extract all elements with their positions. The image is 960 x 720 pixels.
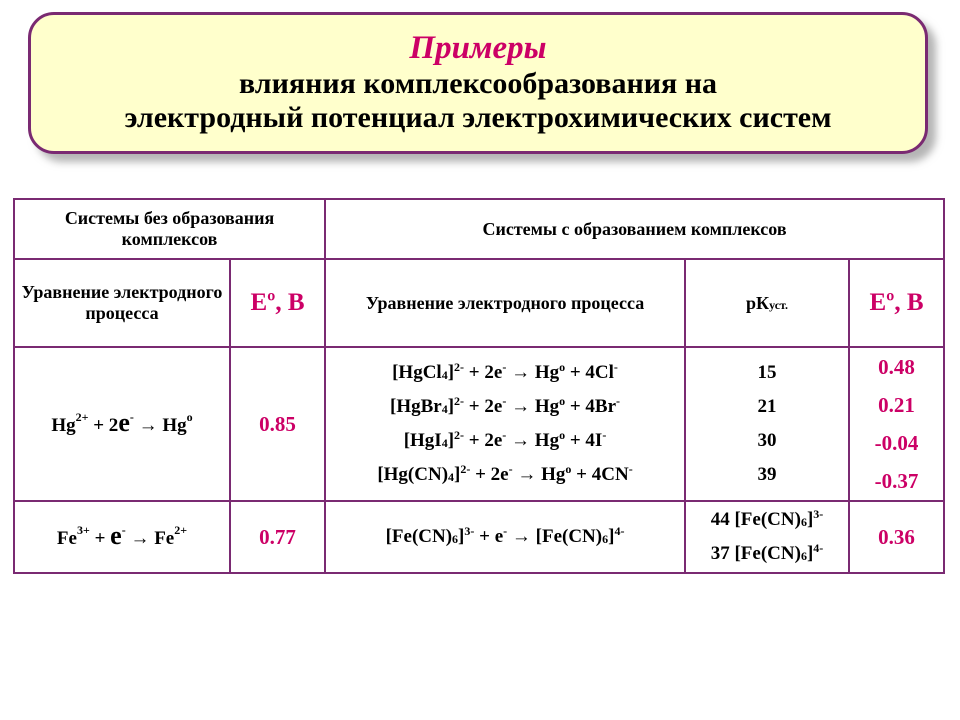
table-row [14, 347, 944, 501]
e0-value: 0.48 [878, 355, 915, 379]
subheader-e0-2: Eº, В [849, 259, 944, 347]
hg-simple-equation: $Hg^{2+} + 2e^- \to Hg^o$ [14, 347, 230, 501]
hg-complex-equations [325, 347, 685, 501]
fe-e0-value: 0.77 [230, 501, 325, 573]
pk-value: 15 [757, 362, 777, 383]
hgi4-equation: $[HgI_4]^{2-} + 2e^- \to Hg^o + 4I^-$ [403, 428, 607, 451]
e0-value: 0.21 [878, 393, 915, 417]
fe-complex-e0-value: 0.36 [849, 501, 944, 573]
pk-value: 39 [757, 464, 777, 485]
fe-complex-equation: $[Fe(CN)_6]^{3-} + e^- \to [Fe(CN)_6]^{4-}$ [325, 501, 685, 573]
subheader-equation-2: Уравнение электродного процесса [325, 259, 685, 347]
header-with-complex: Системы с образованием комплексов [325, 199, 944, 259]
pk-value: 21 [757, 396, 777, 417]
pk-value: 30 [757, 430, 777, 451]
fe-simple-equation: $Fe^{3+} + e^- \to Fe^{2+}$ [14, 501, 230, 573]
pk-value: 37 $[Fe(CN)_6]^{4-}$ [710, 541, 824, 564]
fe-pk-values [685, 501, 849, 573]
hgcl4-equation: [HgCl$_4$]$^{2-}$ + $2e^- \to Hg^o + 4Cl^-$ [392, 360, 618, 383]
table-header-row [14, 199, 944, 259]
title-line-1: Примеры [409, 30, 547, 66]
e0-value: -0.37 [874, 469, 919, 493]
hgbr4-equation: [HgBr$_4$]$^{2-}$ + $2e^- \to Hg^o + 4Br^-$ [390, 394, 621, 417]
title-box [28, 12, 928, 154]
table-row [14, 501, 944, 573]
hg-complex-e0-values [849, 347, 944, 501]
e0-value: -0.04 [874, 431, 919, 455]
pk-value: 44 $[Fe(CN)_6]^{3-}$ [710, 507, 824, 530]
header-no-complex: Системы без образования комплексов [14, 199, 325, 259]
subheader-pk: $pК_{уст.}$ [685, 259, 849, 347]
table-subheader-row [14, 259, 944, 347]
title-line-3: электродный потенциал электрохимических систем [124, 101, 832, 134]
title-line-2: влияния комплексообразования на [238, 67, 718, 100]
hg-pk-values [685, 347, 849, 501]
subheader-equation: Уравнение электродного процесса [14, 259, 230, 347]
hg-e0-value: 0.85 [230, 347, 325, 501]
subheader-e0: Eº, В [230, 259, 325, 347]
hgcn4-equation: $[Hg(CN)_4]^{2-} + 2e^- \to Hg^o + 4CN^-$ [377, 462, 633, 485]
potential-table [13, 198, 945, 574]
